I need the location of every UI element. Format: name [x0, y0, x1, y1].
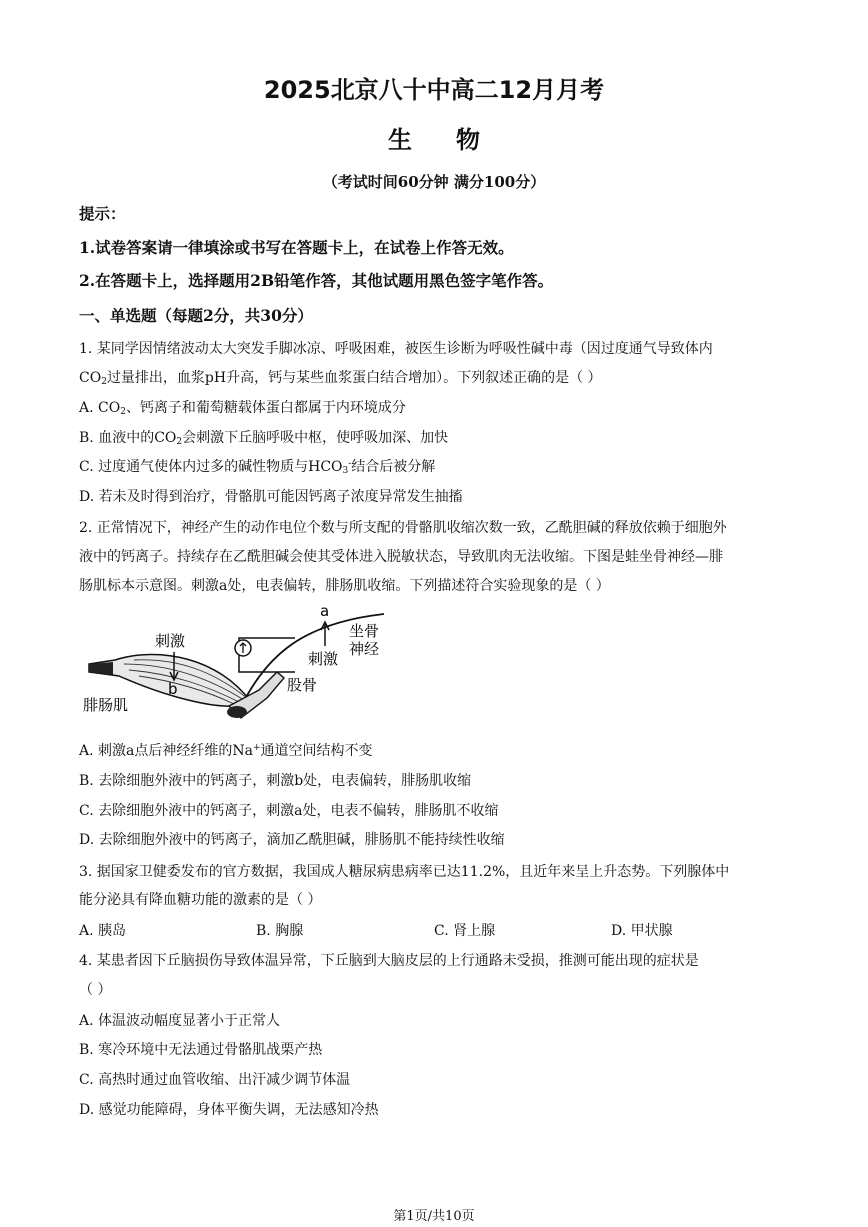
q1-stem-line-2: $CO_2$过量排出，血浆pH升高，钙与某些血浆蛋白结合增加）。下列叙述正确的是（ ） — [79, 370, 602, 387]
q2-option-d: D. 去除细胞外液中的钙离子，滴加乙酰胆碱，腓肠肌不能持续性收缩 — [79, 832, 505, 848]
q1-stem-line-1: 1. 某同学因情绪波动太大突发手脚冰凉、呼吸困难，被医生诊断为呼吸性碱中毒（因过度通气导致体内 — [79, 341, 713, 357]
q2-option-a: A. 刺激a点后神经纤维的Na+通道空间结构不变 — [79, 743, 373, 759]
exam-time-info: （考试时间60分钟 满分100分） — [322, 173, 546, 191]
q1-option-b: B. 血液中的$CO_2$会刺激下丘脑呼吸中枢，使呼吸加深、加快 — [79, 430, 449, 447]
figure-label-stimulus-left: 刺激 — [155, 632, 186, 650]
exam-title: 2025北京八十中高二12月月考 — [263, 76, 605, 104]
knee-joint — [227, 706, 247, 718]
figure-label-b: b — [168, 680, 178, 698]
figure-label-muscle: 腓肠肌 — [83, 696, 129, 714]
notice-item-1: 1.试卷答案请一律填涂或书写在答题卡上，在试卷上作答无效。 — [79, 238, 514, 257]
q2-option-b: B. 去除细胞外液中的钙离子，刺激b处，电表偏转，腓肠肌收缩 — [79, 773, 472, 789]
q4-stem-line-2: （ ） — [79, 982, 112, 998]
q2-stem-line-2: 液中的钙离子。持续存在乙酰胆碱会使其受体进入脱敏状态，导致肌肉无法收缩。下图是蛙坐骨神经—腓 — [79, 549, 723, 565]
q1-option-a: A. $CO_2$、钙离子和葡萄糖载体蛋白都属于内环境成分 — [79, 400, 406, 417]
q4-option-d: D. 感觉功能障碍，身体平衡失调，无法感知冷热 — [79, 1102, 379, 1118]
notice-heading: 提示： — [79, 204, 126, 223]
q2-stem-line-3: 肠肌标本示意图。刺激a处，电表偏转，腓肠肌收缩。下列描述符合实验现象的是（ ） — [79, 578, 610, 594]
section-heading: 一、单选题（每题2分，共30分） — [79, 306, 313, 325]
q3-option-a: A. 胰岛 — [79, 923, 127, 939]
q1-option-d: D. 若未及时得到治疗，骨骼肌可能因钙离子浓度异常发生抽搐 — [79, 489, 463, 505]
figure-label-stimulus-right: 刺激 — [308, 650, 339, 668]
q3-stem-line-1: 3. 据国家卫健委发布的官方数据，我国成人糖尿病患病率已达11.2%，且近年来呈上升态势。下列腺体中 — [79, 864, 730, 880]
q2-stem-line-1: 2. 正常情况下，神经产生的动作电位个数与所支配的骨骼肌收缩次数一致，乙酰胆碱的释放依赖于细胞外 — [79, 520, 727, 536]
q4-option-b: B. 寒冷环境中无法通过骨骼肌战栗产热 — [79, 1042, 323, 1058]
notice-item-2: 2.在答题卡上，选择题用2B铅笔作答，其他试题用黑色签字笔作答。 — [79, 271, 554, 290]
figure-label-a: a — [320, 602, 330, 620]
q4-option-a: A. 体温波动幅度显著小于正常人 — [79, 1013, 281, 1029]
q4-stem-line-1: 4. 某患者因下丘脑损伤导致体温异常，下丘脑到大脑皮层的上行通路未受损，推测可能出现的症状是 — [79, 953, 699, 969]
q3-stem-line-2: 能分泌具有降血糖功能的激素的是（ ） — [79, 892, 322, 908]
q4-option-c: C. 高热时通过血管收缩、出汗减少调节体温 — [79, 1072, 351, 1088]
q3-option-b: B. 胸腺 — [256, 923, 304, 939]
figure-label-nerve-2: 神经 — [349, 640, 380, 658]
q3-option-c: C. 肾上腺 — [434, 923, 496, 939]
q3-option-d: D. 甲状腺 — [611, 923, 673, 939]
frog-nerve-muscle-figure — [79, 602, 399, 730]
page-number: 第1页/共10页 — [393, 1209, 475, 1224]
q1-option-c: C. 过度通气使体内过多的碱性物质与$HCO_3^-$结合后被分解 — [79, 459, 436, 476]
figure-label-femur: 股骨 — [287, 676, 318, 694]
figure-label-nerve-1: 坐骨 — [349, 622, 380, 640]
q2-option-c: C. 去除细胞外液中的钙离子，刺激a处，电表不偏转，腓肠肌不收缩 — [79, 803, 499, 819]
subject-title: 生物 — [388, 126, 524, 154]
